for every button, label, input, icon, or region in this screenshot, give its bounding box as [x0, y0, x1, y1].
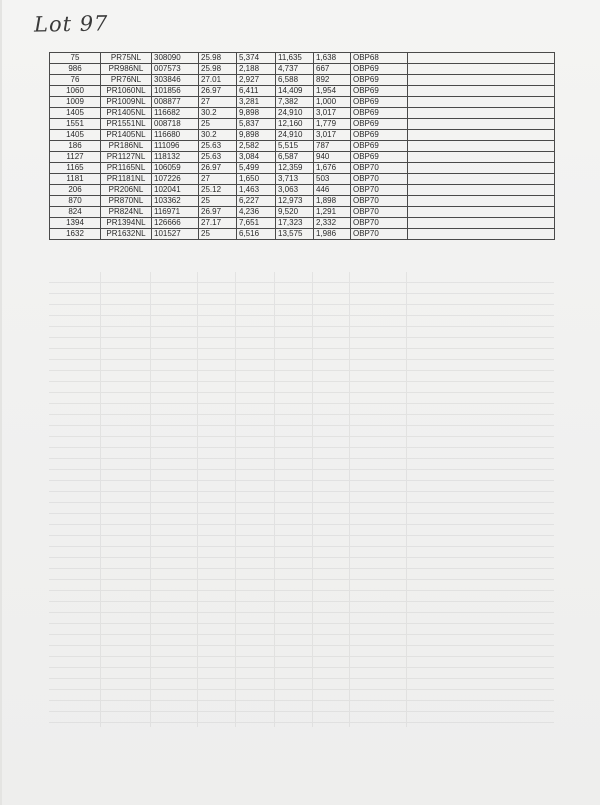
- table-cell: OBP70: [351, 207, 408, 218]
- table-row: [50, 185, 555, 196]
- table-cell: 892: [314, 75, 351, 86]
- table-cell: 2,927: [237, 75, 276, 86]
- table-cell: 6,587: [276, 152, 314, 163]
- table-cell: 25.12: [199, 185, 237, 196]
- table-cell: 12,359: [276, 163, 314, 174]
- table-cell: OBP69: [351, 130, 408, 141]
- table-cell: 1394: [50, 218, 101, 229]
- table-cell: PR75NL: [101, 53, 152, 64]
- table-cell: PR870NL: [101, 196, 152, 207]
- table-cell: 27.17: [199, 218, 237, 229]
- table-cell-empty: [408, 185, 555, 196]
- table-cell: 1,291: [314, 207, 351, 218]
- table-cell: 75: [50, 53, 101, 64]
- table-cell: 126666: [152, 218, 199, 229]
- table-cell-empty: [408, 119, 555, 130]
- table-cell: 824: [50, 207, 101, 218]
- bleed-through-grid: [49, 272, 554, 727]
- table-cell: OBP69: [351, 86, 408, 97]
- table-cell: 102041: [152, 185, 199, 196]
- table-cell: 118132: [152, 152, 199, 163]
- table-cell-empty: [408, 108, 555, 119]
- table-cell: 9,898: [237, 130, 276, 141]
- table-cell: 3,713: [276, 174, 314, 185]
- table-cell: 1009: [50, 97, 101, 108]
- table-cell: 6,516: [237, 229, 276, 240]
- table-cell-empty: [408, 229, 555, 240]
- table-cell: 26.97: [199, 86, 237, 97]
- table-cell: 1,000: [314, 97, 351, 108]
- table-cell: 103362: [152, 196, 199, 207]
- table-cell: 11,635: [276, 53, 314, 64]
- table-cell: 26.97: [199, 207, 237, 218]
- table-cell: 27.01: [199, 75, 237, 86]
- table-row: [50, 119, 555, 130]
- table-cell: 1,638: [314, 53, 351, 64]
- table-cell: 1,986: [314, 229, 351, 240]
- table-cell: 14,409: [276, 86, 314, 97]
- table-row: [50, 174, 555, 185]
- table-cell: 007573: [152, 64, 199, 75]
- table-cell: PR1165NL: [101, 163, 152, 174]
- table-cell: 24,910: [276, 108, 314, 119]
- table-cell: 870: [50, 196, 101, 207]
- table-cell: OBP70: [351, 218, 408, 229]
- table-cell: PR1181NL: [101, 174, 152, 185]
- table-cell: 5,515: [276, 141, 314, 152]
- table-row: [50, 86, 555, 97]
- table-cell: 5,499: [237, 163, 276, 174]
- table-cell: PR76NL: [101, 75, 152, 86]
- handwritten-lot-title: Lot 97: [33, 11, 109, 37]
- table-cell: 25.63: [199, 141, 237, 152]
- table-cell: PR1632NL: [101, 229, 152, 240]
- table-cell: 25.98: [199, 53, 237, 64]
- table-cell-empty: [408, 53, 555, 64]
- table-cell: PR206NL: [101, 185, 152, 196]
- table-cell: 1,650: [237, 174, 276, 185]
- table-cell: PR824NL: [101, 207, 152, 218]
- table-cell: 2,188: [237, 64, 276, 75]
- table-cell-empty: [408, 64, 555, 75]
- table-cell: 1,898: [314, 196, 351, 207]
- table-cell: PR986NL: [101, 64, 152, 75]
- table-cell: 101856: [152, 86, 199, 97]
- table-cell: 27: [199, 97, 237, 108]
- table-cell: 6,588: [276, 75, 314, 86]
- table-cell: OBP69: [351, 152, 408, 163]
- table-row: [50, 141, 555, 152]
- table-cell: 5,837: [237, 119, 276, 130]
- table-cell: 1181: [50, 174, 101, 185]
- table-cell: 106059: [152, 163, 199, 174]
- table-cell: 1165: [50, 163, 101, 174]
- table-cell: 101527: [152, 229, 199, 240]
- table-cell-empty: [408, 86, 555, 97]
- table-cell: 940: [314, 152, 351, 163]
- table-row: [50, 152, 555, 163]
- table-cell: 3,063: [276, 185, 314, 196]
- table-cell: 5,374: [237, 53, 276, 64]
- table-cell-empty: [408, 163, 555, 174]
- table-cell: 446: [314, 185, 351, 196]
- table-cell: 30.2: [199, 108, 237, 119]
- table-cell: 787: [314, 141, 351, 152]
- table-cell: 9,520: [276, 207, 314, 218]
- table-cell: 008718: [152, 119, 199, 130]
- table-row: [50, 130, 555, 141]
- table-row: [50, 64, 555, 75]
- table-cell: OBP69: [351, 64, 408, 75]
- table-cell: 25.98: [199, 64, 237, 75]
- table-cell: 3,084: [237, 152, 276, 163]
- table-cell: 1060: [50, 86, 101, 97]
- table-cell: 2,582: [237, 141, 276, 152]
- table-row: [50, 97, 555, 108]
- table-cell: PR1394NL: [101, 218, 152, 229]
- table-cell: 1,954: [314, 86, 351, 97]
- table-cell: 1632: [50, 229, 101, 240]
- table-cell: 13,575: [276, 229, 314, 240]
- table-cell: OBP70: [351, 185, 408, 196]
- table-cell: PR186NL: [101, 141, 152, 152]
- table-cell: 6,227: [237, 196, 276, 207]
- table-cell: 1,779: [314, 119, 351, 130]
- table-row: [50, 218, 555, 229]
- table-cell: OBP70: [351, 174, 408, 185]
- table-cell: OBP70: [351, 196, 408, 207]
- table-cell: 4,737: [276, 64, 314, 75]
- paper-sheet: [2, 0, 600, 805]
- table-cell: PR1060NL: [101, 86, 152, 97]
- table-cell: 308090: [152, 53, 199, 64]
- table-cell: 667: [314, 64, 351, 75]
- table-cell: OBP69: [351, 97, 408, 108]
- table-cell: OBP70: [351, 229, 408, 240]
- table-cell: 6,411: [237, 86, 276, 97]
- table-cell: 2,332: [314, 218, 351, 229]
- table-row: [50, 53, 555, 64]
- table-cell: 1405: [50, 130, 101, 141]
- table-cell: 25: [199, 229, 237, 240]
- table-row: [50, 207, 555, 218]
- table-cell: 4,236: [237, 207, 276, 218]
- table-row: [50, 108, 555, 119]
- table-cell-empty: [408, 207, 555, 218]
- table-cell: 3,017: [314, 130, 351, 141]
- table-cell: PR1405NL: [101, 130, 152, 141]
- table-cell: 186: [50, 141, 101, 152]
- lot-table: [49, 52, 555, 240]
- table-cell: 111096: [152, 141, 199, 152]
- table-cell: 3,281: [237, 97, 276, 108]
- table-cell-empty: [408, 75, 555, 86]
- table-cell: 107226: [152, 174, 199, 185]
- table-cell: 30.2: [199, 130, 237, 141]
- table-cell: 17,323: [276, 218, 314, 229]
- table-row: [50, 196, 555, 207]
- table-cell: PR1405NL: [101, 108, 152, 119]
- table-cell: 116971: [152, 207, 199, 218]
- table-cell-empty: [408, 130, 555, 141]
- table-cell: 25: [199, 119, 237, 130]
- table-row: [50, 75, 555, 86]
- table-cell: 1,463: [237, 185, 276, 196]
- table-cell: PR1009NL: [101, 97, 152, 108]
- table-cell: OBP68: [351, 53, 408, 64]
- table-cell: 24,910: [276, 130, 314, 141]
- table-cell: 206: [50, 185, 101, 196]
- table-cell: 008877: [152, 97, 199, 108]
- table-cell: 12,160: [276, 119, 314, 130]
- table-cell: OBP70: [351, 163, 408, 174]
- table-cell: OBP69: [351, 141, 408, 152]
- table-cell: 12,973: [276, 196, 314, 207]
- table-cell: 76: [50, 75, 101, 86]
- table-cell: 1127: [50, 152, 101, 163]
- table-cell: OBP69: [351, 75, 408, 86]
- table-cell: OBP69: [351, 108, 408, 119]
- table-cell: OBP69: [351, 119, 408, 130]
- table-cell: 26.97: [199, 163, 237, 174]
- table-cell: PR1127NL: [101, 152, 152, 163]
- table-cell: 116680: [152, 130, 199, 141]
- table-cell: 986: [50, 64, 101, 75]
- table-cell: 116682: [152, 108, 199, 119]
- lot-table-body: [50, 53, 555, 240]
- table-cell: 7,651: [237, 218, 276, 229]
- table-cell-empty: [408, 218, 555, 229]
- table-cell: 25.63: [199, 152, 237, 163]
- table-cell: 503: [314, 174, 351, 185]
- table-cell: 1,676: [314, 163, 351, 174]
- table-cell-empty: [408, 174, 555, 185]
- table-cell: 1551: [50, 119, 101, 130]
- table-row: [50, 229, 555, 240]
- table-cell: 1405: [50, 108, 101, 119]
- table-cell-empty: [408, 97, 555, 108]
- table-cell: 3,017: [314, 108, 351, 119]
- table-row: [50, 163, 555, 174]
- table-cell: 9,898: [237, 108, 276, 119]
- table-cell-empty: [408, 196, 555, 207]
- table-cell: 7,382: [276, 97, 314, 108]
- table-cell: 27: [199, 174, 237, 185]
- table-cell: PR1551NL: [101, 119, 152, 130]
- table-cell-empty: [408, 141, 555, 152]
- table-cell: 303846: [152, 75, 199, 86]
- table-cell-empty: [408, 152, 555, 163]
- table-cell: 25: [199, 196, 237, 207]
